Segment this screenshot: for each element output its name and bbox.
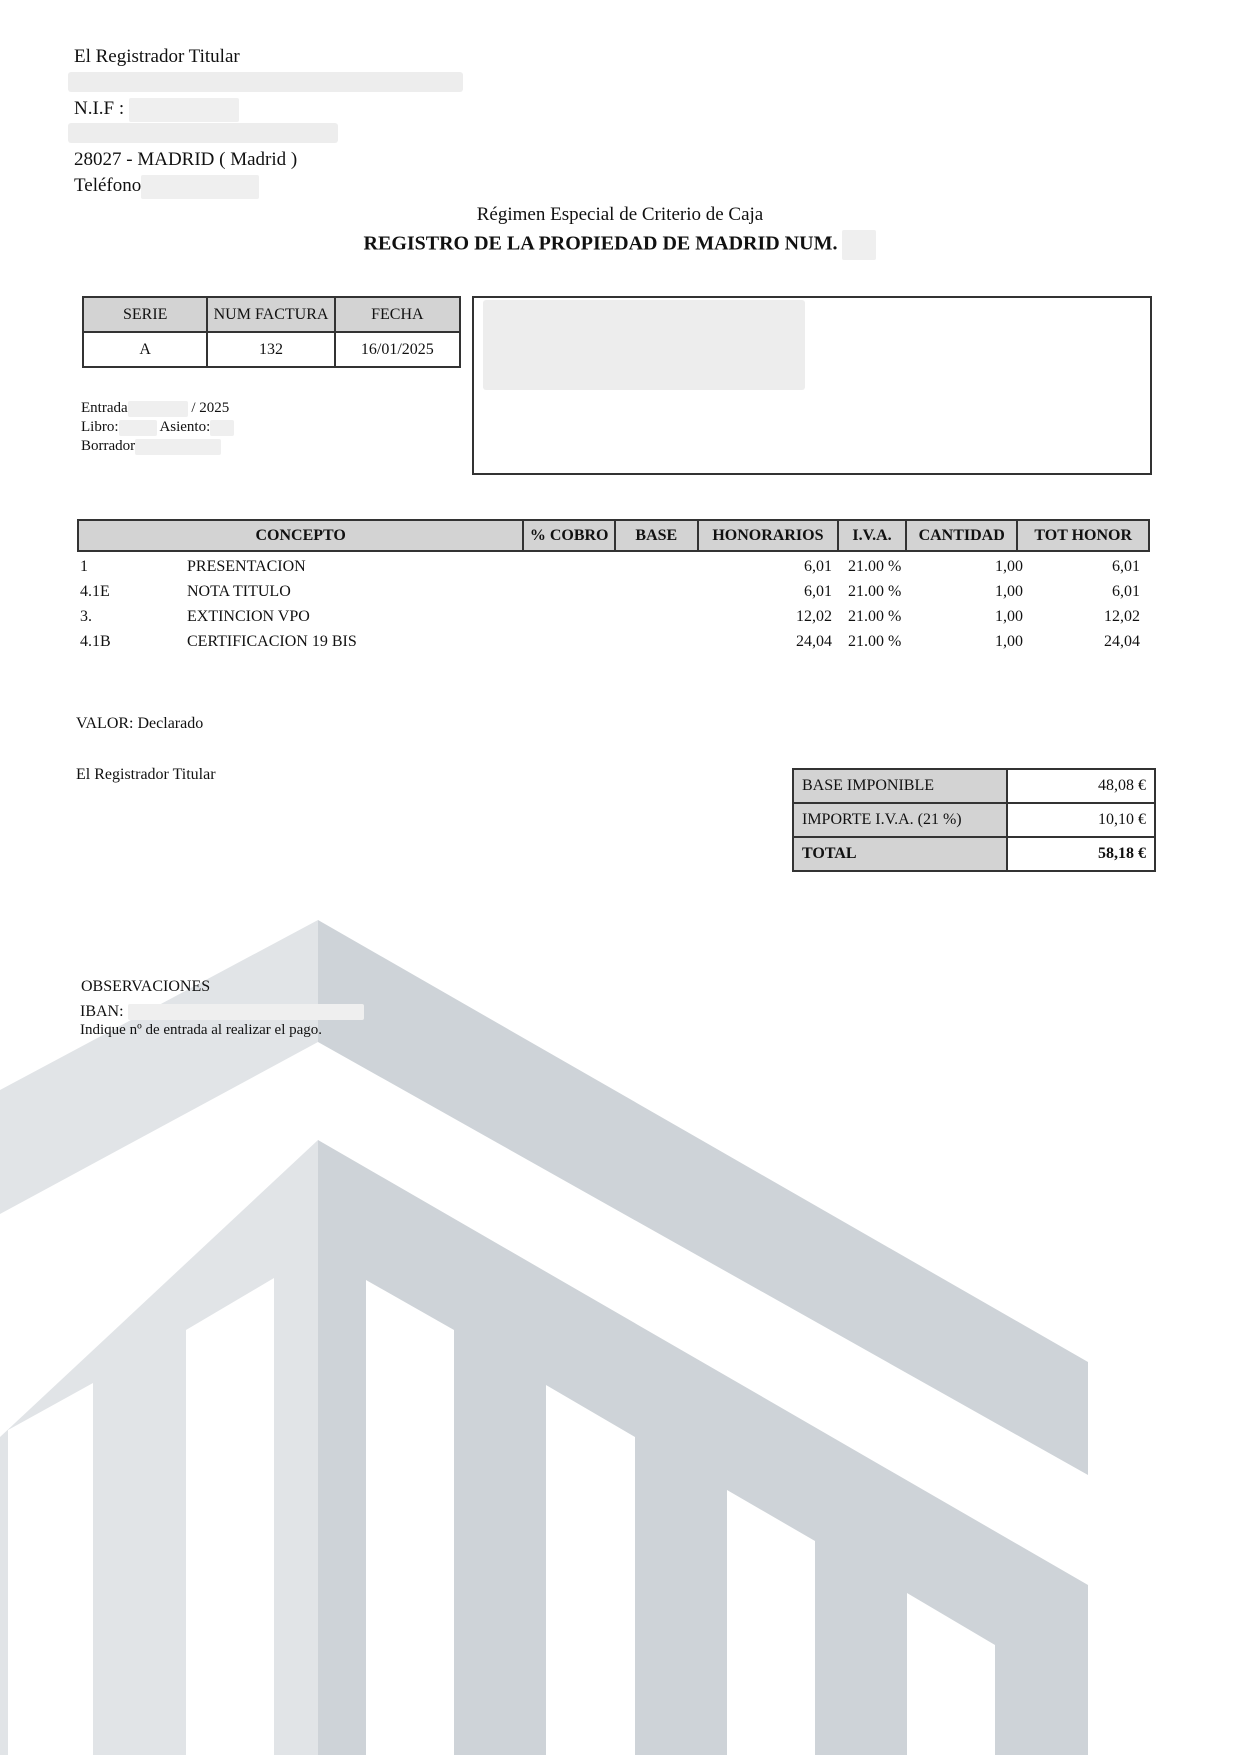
line-concept: CERTIFICACION 19 BIS [187, 633, 357, 650]
observaciones-title: OBSERVACIONES [81, 978, 211, 995]
phone-line [74, 173, 259, 199]
concepto-header: CONCEPTO [79, 521, 524, 550]
iva-header: I.V.A. [839, 521, 907, 550]
asiento-label: Asiento: [159, 419, 211, 435]
line-code: 3. [80, 608, 92, 625]
redacted-phone [141, 175, 259, 199]
entrada-line [81, 399, 229, 418]
line-iva: 21.00 % [848, 633, 902, 650]
line-tot: 6,01 [1112, 558, 1140, 575]
num-factura-value: 132 [207, 332, 334, 367]
line-code: 4.1E [80, 583, 110, 600]
redacted-borrador [135, 439, 221, 455]
entrada-label: Entrada [81, 400, 128, 416]
line-honorarios: 12,02 [796, 608, 832, 625]
line-concept: EXTINCION VPO [187, 608, 310, 625]
borrador-label: Borrador [81, 438, 136, 454]
payment-note: Indique nº de entrada al realizar el pago. [80, 1022, 323, 1038]
redacted-libro [119, 420, 157, 436]
invoice-table [82, 296, 461, 368]
line-tot: 6,01 [1112, 583, 1140, 600]
cobro-header: % COBRO [524, 521, 616, 550]
redacted-iban [128, 1004, 364, 1020]
line-iva: 21.00 % [848, 608, 902, 625]
cantidad-header: CANTIDAD [907, 521, 1019, 550]
total-value: 58,18 € [1007, 837, 1155, 871]
line-item [77, 608, 1150, 633]
signature-label: El Registrador Titular [76, 766, 216, 783]
line-tot: 12,02 [1104, 608, 1140, 625]
redacted-registry-num [842, 230, 876, 260]
line-cantidad: 1,00 [995, 633, 1023, 650]
redacted-asiento [210, 420, 234, 436]
redacted-address [68, 123, 338, 143]
line-iva: 21.00 % [848, 583, 902, 600]
line-honorarios: 6,01 [804, 558, 832, 575]
num-factura-header: NUM FACTURA [207, 297, 334, 332]
line-code: 4.1B [80, 633, 111, 650]
line-tot: 24,04 [1104, 633, 1140, 650]
redacted-name [68, 72, 463, 92]
libro-line [81, 418, 234, 437]
serie-header: SERIE [83, 297, 207, 332]
tot-honor-header: TOT HONOR [1034, 526, 1133, 544]
line-code: 1 [80, 558, 88, 575]
fecha-header: FECHA [335, 297, 460, 332]
line-item [77, 633, 1150, 658]
phone-label: Teléfono [74, 175, 142, 196]
line-iva: 21.00 % [848, 558, 902, 575]
registry-title [0, 230, 1240, 260]
valor-text: VALOR: Declarado [76, 715, 204, 732]
base-imponible-value: 48,08 € [1007, 769, 1155, 803]
line-item [77, 583, 1150, 608]
honorarios-header: HONORARIOS [699, 521, 839, 550]
redacted-nif [129, 98, 239, 122]
entrada-year: / 2025 [191, 400, 230, 416]
base-header: BASE [616, 521, 699, 550]
line-cantidad: 1,00 [995, 583, 1023, 600]
serie-value: A [83, 332, 207, 367]
borrador-line [81, 437, 221, 456]
totals-table [792, 768, 1156, 872]
line-honorarios: 24,04 [796, 633, 832, 650]
lines-header [77, 519, 1150, 552]
base-imponible-label: BASE IMPONIBLE [793, 769, 1007, 803]
libro-label: Libro: [81, 419, 119, 435]
redacted-entrada [128, 401, 188, 417]
registry-title-text: REGISTRO DE LA PROPIEDAD DE MADRID NUM. [363, 232, 838, 255]
registrar-label: El Registrador Titular [74, 46, 240, 67]
line-cantidad: 1,00 [995, 608, 1023, 625]
total-label: TOTAL [793, 837, 1007, 871]
nif-label: N.I.F : [74, 98, 125, 119]
nif-line [74, 96, 239, 122]
line-cantidad: 1,00 [995, 558, 1023, 575]
iban-label: IBAN: [80, 1003, 124, 1020]
iva-amount-value: 10,10 € [1007, 803, 1155, 837]
iban-line [80, 1003, 364, 1021]
iva-amount-label: IMPORTE I.V.A. (21 %) [793, 803, 1007, 837]
regime-title: Régimen Especial de Criterio de Caja [476, 204, 764, 225]
city-line: 28027 - MADRID ( Madrid ) [74, 149, 298, 170]
redacted-recipient [483, 300, 805, 390]
line-concept: PRESENTACION [187, 558, 306, 575]
line-item [77, 558, 1150, 583]
fecha-value: 16/01/2025 [335, 332, 460, 367]
line-concept: NOTA TITULO [187, 583, 291, 600]
line-honorarios: 6,01 [804, 583, 832, 600]
